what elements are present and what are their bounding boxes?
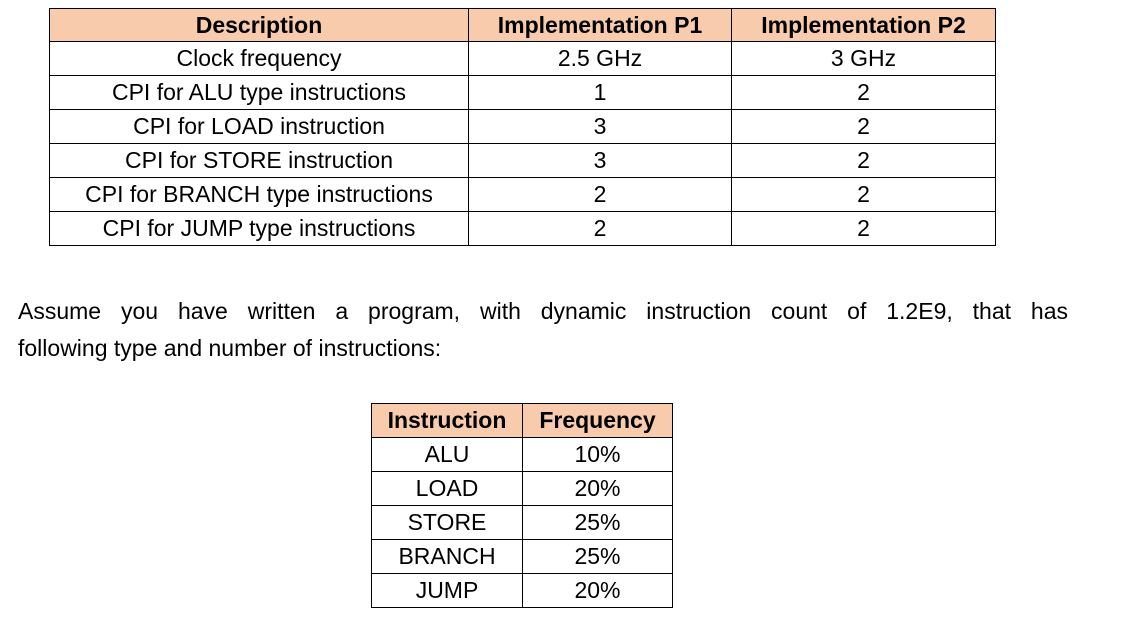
row-p2-value: 2 xyxy=(732,110,996,144)
row-description: CPI for LOAD instruction xyxy=(50,110,469,144)
problem-statement-line-1: Assume you have written a program, with dynamic instruction count of 1.2E9, that has xyxy=(18,298,1068,324)
instruction-type: LOAD xyxy=(372,472,523,506)
table-row xyxy=(50,144,996,178)
row-p1-value: 2.5 GHz xyxy=(469,42,732,76)
instruction-frequency: 10% xyxy=(523,438,673,472)
row-p1-value: 2 xyxy=(469,212,732,246)
instruction-frequency: 20% xyxy=(523,472,673,506)
instruction-frequency: 25% xyxy=(523,540,673,574)
problem-statement-line-2: following type and number of instructions: xyxy=(18,335,442,361)
table-row xyxy=(50,110,996,144)
row-p2-value: 2 xyxy=(732,178,996,212)
table-row xyxy=(50,76,996,110)
instruction-type: JUMP xyxy=(372,574,523,608)
row-description: CPI for ALU type instructions xyxy=(50,76,469,110)
row-p1-value: 3 xyxy=(469,144,732,178)
instruction-type: ALU xyxy=(372,438,523,472)
row-description: CPI for STORE instruction xyxy=(50,144,469,178)
table-row xyxy=(372,574,673,608)
implementation-specs-table xyxy=(49,8,996,246)
instruction-frequency: 20% xyxy=(523,574,673,608)
table-row xyxy=(372,540,673,574)
table-row xyxy=(50,42,996,76)
table-row xyxy=(50,212,996,246)
row-description: CPI for BRANCH type instructions xyxy=(50,178,469,212)
header-frequency: Frequency xyxy=(523,404,673,438)
instruction-type: BRANCH xyxy=(372,540,523,574)
header-implementation-p2: Implementation P2 xyxy=(732,9,996,42)
row-p1-value: 3 xyxy=(469,110,732,144)
table-header-row xyxy=(50,9,996,42)
header-implementation-p1: Implementation P1 xyxy=(469,9,732,42)
instruction-mix-table xyxy=(371,403,673,608)
header-description: Description xyxy=(50,9,469,42)
header-instruction: Instruction xyxy=(372,404,523,438)
row-p2-value: 3 GHz xyxy=(732,42,996,76)
row-p2-value: 2 xyxy=(732,76,996,110)
row-p2-value: 2 xyxy=(732,144,996,178)
table-row xyxy=(372,506,673,540)
row-description: Clock frequency xyxy=(50,42,469,76)
problem-statement xyxy=(18,293,1068,367)
row-p1-value: 1 xyxy=(469,76,732,110)
table-row xyxy=(372,472,673,506)
row-description: CPI for JUMP type instructions xyxy=(50,212,469,246)
table-header-row xyxy=(372,404,673,438)
table-row xyxy=(50,178,996,212)
instruction-type: STORE xyxy=(372,506,523,540)
table-row xyxy=(372,438,673,472)
row-p2-value: 2 xyxy=(732,212,996,246)
row-p1-value: 2 xyxy=(469,178,732,212)
instruction-frequency: 25% xyxy=(523,506,673,540)
